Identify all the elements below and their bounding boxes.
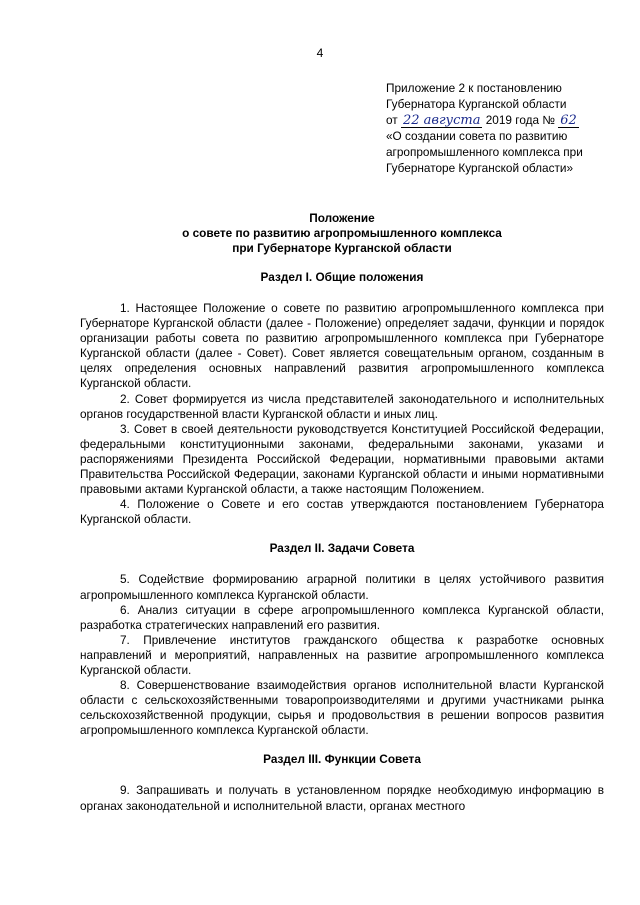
title-line-2: о совете по развитию агропромышленного комплекса	[182, 226, 502, 240]
document-body	[80, 211, 604, 814]
paragraph-4: 4. Положение о Совете и его состав утверждаются постановлением Губернатора Курганской области.	[80, 497, 604, 527]
page-number: 4	[316, 46, 324, 60]
appendix-line-4: «О создании совета по развитию агропромышленного комплекса при Губернаторе Курганской области»	[386, 129, 583, 175]
handwritten-date: 22 августа	[403, 113, 481, 128]
appendix-date-line	[386, 112, 604, 128]
appendix-block	[386, 80, 604, 176]
paragraph-2: 2. Совет формируется из числа представителей законодательного и исполнительных органов государственной власти Курганской области и иных лиц.	[80, 391, 604, 421]
date-year: 2019 года №	[485, 113, 555, 127]
handwritten-number: 62	[560, 113, 577, 128]
appendix-line-1: Приложение 2 к постановлению	[386, 81, 562, 95]
paragraph-6: 6. Анализ ситуации в сфере агропромышленного комплекса Курганской области, разработка стратегических направлений его развития.	[80, 602, 604, 632]
paragraph-8: 8. Совершенствование взаимодействия органов исполнительной власти Курганской области с сельскохозяйственными товаропроизводителями и другими участниками рынка сельскохозяйственной продукции, сырья и продовольствия в решении вопросов развития агропромышленного комплекса Курганской области.	[80, 678, 604, 738]
paragraph-9: 9. Запрашивать и получать в установленном порядке необходимую информацию в органах законодательной и исполнительной власти, органах местного	[80, 783, 604, 813]
section-1-heading: Раздел I. Общие положения	[260, 270, 424, 284]
title-line-1: Положение	[309, 211, 375, 225]
paragraph-1: 1. Настоящее Положение о совете по развитию агропромышленного комплекса при Губернаторе Курганской области (далее - Положение) определяет задачи, функции и порядок организации работы совета по развитию агропромышленного комплекса при Губернаторе Курганской области (далее - Совет). Совет является совещательным органом, созданным в целях определения основных направлений развития агропромышленного комплекса Курганской области.	[80, 301, 604, 391]
title-line-3: при Губернаторе Курганской области	[232, 241, 452, 255]
appendix-line-2: Губернатора Курганской области	[386, 97, 567, 111]
paragraph-7: 7. Привлечение институтов гражданского общества к разработке основных направлений и мероприятий, направленных на развитие агропромышленного комплекса Курганской области.	[80, 632, 604, 677]
paragraph-5: 5. Содействие формированию аграрной политики в целях устойчивого развития агропромышленного комплекса Курганской области.	[80, 572, 604, 602]
paragraph-3: 3. Совет в своей деятельности руководствуется Конституцией Российской Федерации, федеральными конституционными законами, федеральными законами, указами и распоряжениями Президента Российской Федерации, нормативными правовыми актами Правительства Российской Федерации, законами Курганской области и иными нормативными правовыми актами Курганской области, а также настоящим Положением.	[80, 421, 604, 497]
section-2-heading: Раздел II. Задачи Совета	[269, 541, 415, 556]
date-prefix: от	[386, 113, 398, 127]
section-3-heading: Раздел III. Функции Совета	[263, 752, 421, 767]
